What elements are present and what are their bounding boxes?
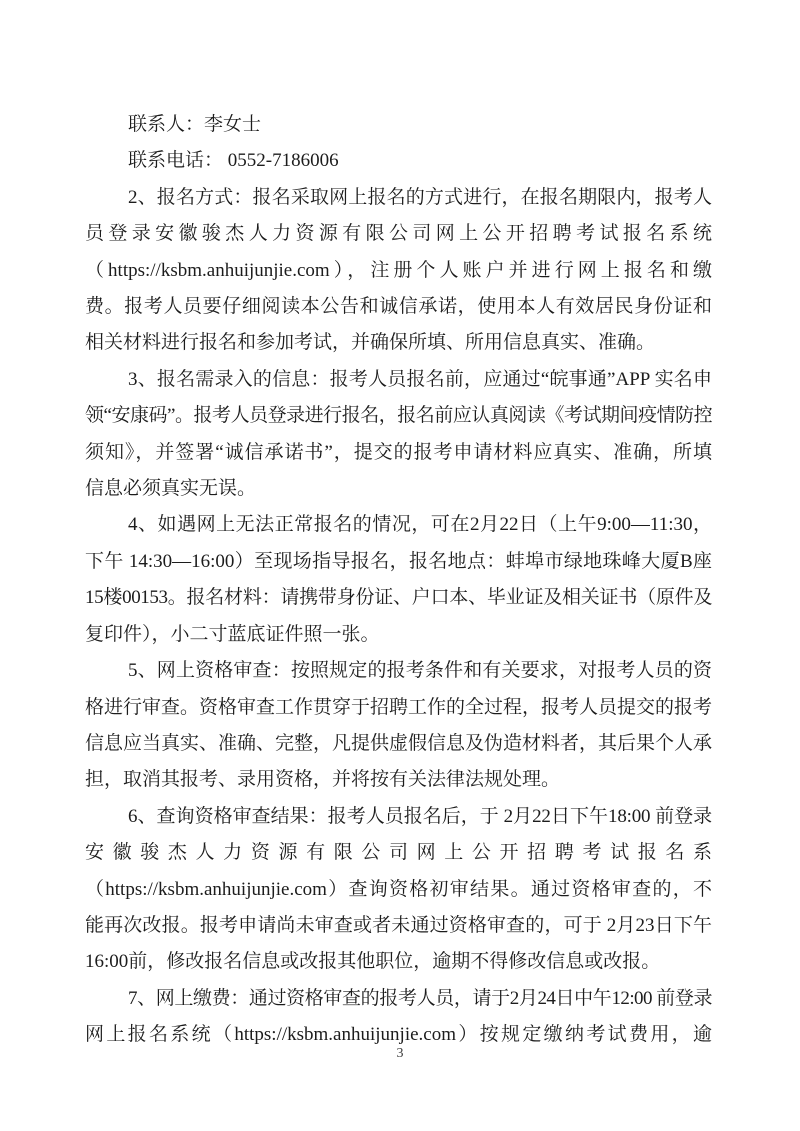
paragraph (85, 143, 712, 179)
paragraph (85, 362, 712, 508)
text-line: 联系电话： 0552-7186006 (128, 150, 339, 172)
text-line: 2、报名方式：报名采取网上报名的方式进行，在报名期限内，报考人 (128, 186, 712, 208)
text-line: 6、查询资格审查结果：报考人员报名后，于 2月22日下午18:00 前登录 (128, 805, 712, 827)
text-line: 4、如遇网上无法正常报名的情况，可在2月22日（上午9:00—11:30， (128, 514, 712, 536)
text-line: （https://ksbm.anhuijunjie.com）查询资格初审结果。通过资格审查的，不 (85, 878, 712, 900)
text-line: 须知》，并签署“诚信承诺书”，提交的报考申请材料应真实、准确，所填 (85, 441, 712, 463)
text-line: 能再次改报。报考申请尚未审查或者未通过资格审查的，可于 2月23日下午 (85, 914, 712, 936)
paragraph (85, 107, 712, 143)
paragraph (85, 799, 712, 981)
text-line: 信息应当真实、准确、完整，凡提供虚假信息及伪造材料者，其后果个人承 (85, 732, 713, 754)
text-line: 担，取消其报考、录用资格，并将按有关法律法规处理。 (85, 769, 561, 791)
text-line: 领“安康码”。报考人员登录进行报名，报名前应认真阅读《考试期间疫情防控 (85, 405, 712, 427)
text-line: 联系人：李女士 (128, 114, 262, 135)
paragraph (85, 653, 712, 799)
document-body (85, 107, 712, 1054)
text-line: 相关材料进行报名和参加考试，并确保所填、所用信息真实、准确。 (85, 332, 656, 354)
text-line: 15楼00153。报名材料：请携带身份证、户口本、毕业证及相关证书（原件及 (85, 587, 712, 609)
text-line: 安徽骏杰人力资源有限公司网上公开招聘考试报名系 (85, 842, 712, 864)
paragraph (85, 507, 712, 653)
text-line: 费。报考人员要仔细阅读本公告和诚信承诺，使用本人有效居民身份证和 (85, 296, 712, 318)
text-line: 3、报名需录入的信息：报考人员报名前，应通过“皖事通”APP 实名申 (128, 368, 712, 390)
paragraph (85, 180, 712, 362)
text-line: 16:00前，修改报名信息或改报其他职位，逾期不得修改信息或改报。 (85, 951, 661, 973)
text-line: 格进行审查。资格审查工作贯穿于招聘工作的全过程，报考人员提交的报考 (85, 696, 713, 718)
text-line: 下午 14:30—16:00）至现场指导报名，报名地点：蚌埠市绿地珠峰大厦B座 (85, 550, 712, 572)
text-line: 员登录安徽骏杰人力资源有限公司网上公开招聘考试报名系统 (85, 223, 712, 245)
page-number: 3 (396, 1046, 404, 1061)
text-line: 网上报名系统（https://ksbm.anhuijunjie.com）按规定缴纳考试费用，逾 (85, 1024, 712, 1046)
text-line: 信息必须真实无误。 (85, 478, 257, 500)
text-line: 5、网上资格审查：按照规定的报考条件和有关要求，对报考人员的资 (128, 660, 712, 682)
text-line: （https://ksbm.anhuijunjie.com），注册个人账户并进行网上报名和缴 (85, 259, 712, 281)
text-line: 复印件），小二寸蓝底证件照一张。 (85, 623, 380, 645)
text-line: 7、网上缴费：通过资格审查的报考人员，请于2月24日中午12:00 前登录 (128, 987, 712, 1009)
paragraph (85, 981, 712, 1054)
